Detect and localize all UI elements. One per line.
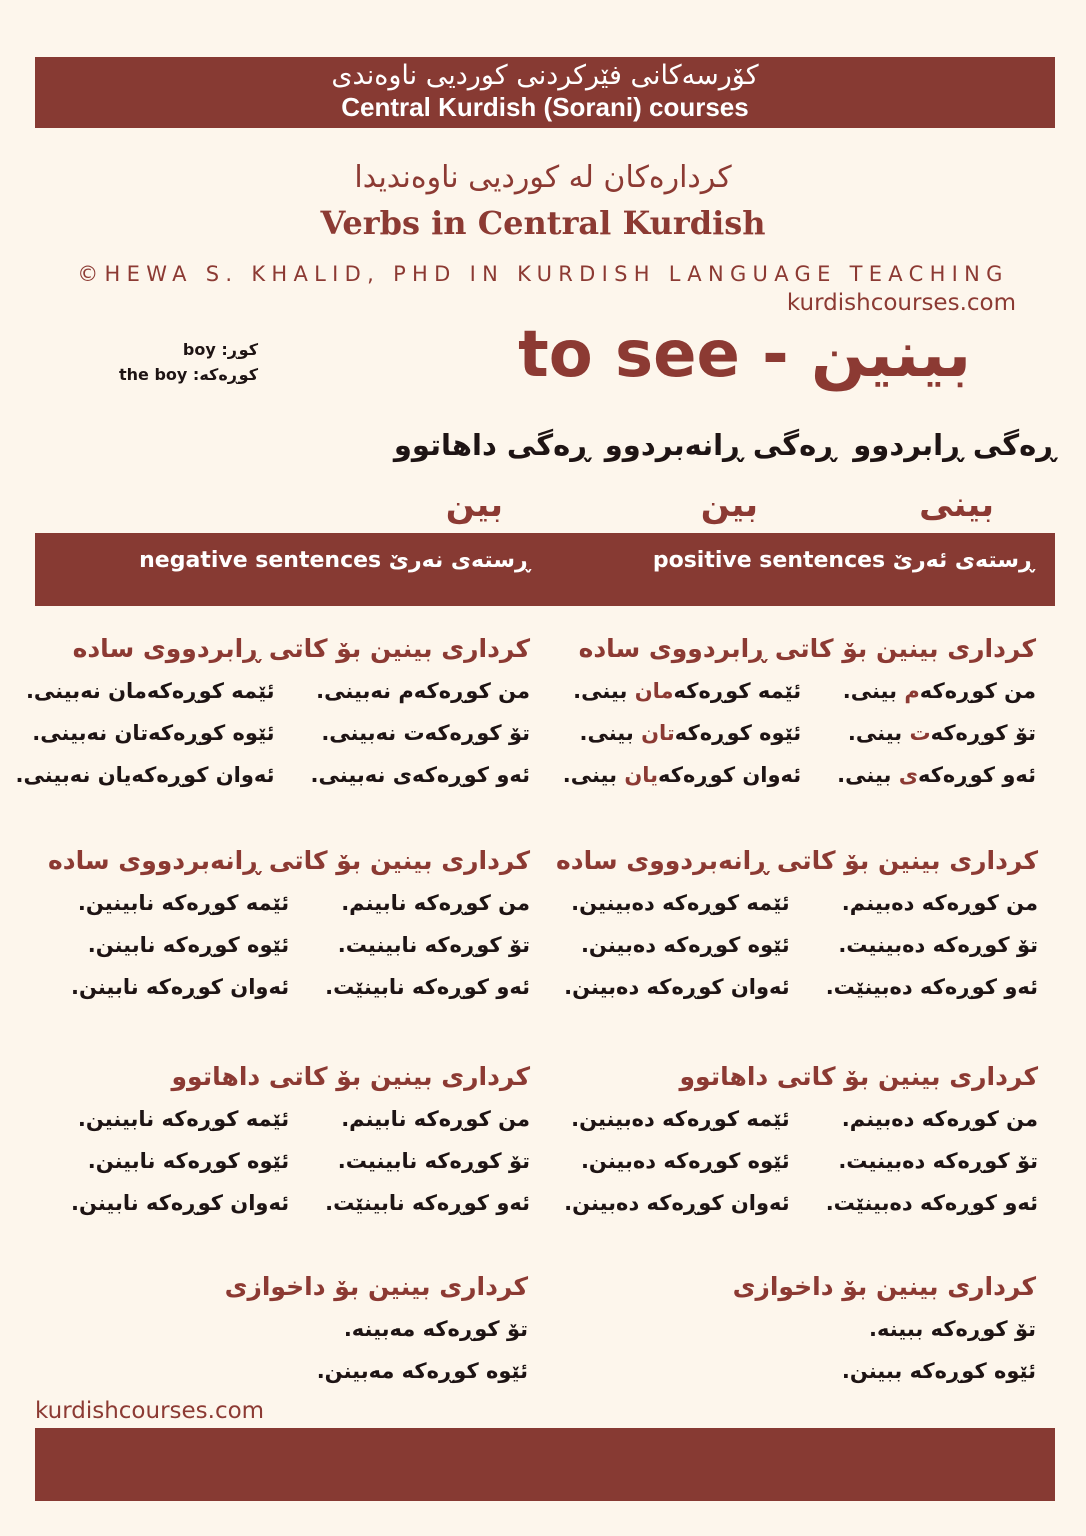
conjugation-line: ئەو کوڕەکەی نەبینی. [310, 763, 530, 787]
header-kurdish: کۆرسەکانی فێرکردنی کوردیی ناوەندی [331, 60, 759, 91]
column-header-negative: ڕستەی نەرێ negative sentences [139, 548, 530, 573]
conjugation-line: ئێوە کوڕەکە دەبینن. [580, 933, 790, 957]
conjugation-line: ئەو کوڕەکە نابینێت. [325, 1191, 530, 1215]
conjugation-line: ئەوان کوڕەکەیان بینی. [562, 763, 802, 787]
negative-imperative-section [225, 1272, 528, 1385]
conjugation-line: تۆ کوڕەکەت نەبینی. [321, 721, 530, 745]
conjugation-line: تۆ کوڕەکەت بینی. [847, 721, 1036, 745]
website-link-bottom[interactable]: kurdishcourses.com [35, 1398, 265, 1424]
conjugation-line: من کوڕەکە نابینم. [341, 1107, 530, 1131]
conjugation-line: ئەوان کوڕەکە نابینن. [70, 1191, 290, 1215]
copyright-line: ©HEWA S. KHALID, PHD IN KURDISH LANGUAGE TEACHING [77, 262, 1009, 286]
positive-present-section [556, 846, 1038, 1001]
negative-present-section [48, 846, 530, 1001]
positive-past-section [563, 634, 1036, 789]
conjugation-line: ئەو کوڕەکەی بینی. [837, 763, 1036, 787]
conjugation-line: من کوڕەکە دەبینم. [841, 891, 1038, 915]
conjugation-line: ئەو کوڕەکە نابینێت. [325, 975, 530, 999]
conjugation-line: ئێمە کوڕەکە نابینین. [77, 1107, 290, 1131]
conjugation-line: ئەوان کوڕەکەیان نەبینی. [15, 763, 275, 787]
stem-past: بینی [919, 485, 994, 525]
section-title: کرداری بینین بۆ کاتی ڕانەبردووی سادە [48, 846, 530, 875]
negative-future-section [71, 1062, 530, 1217]
conjugation-line: ئێمە کوڕەکە دەبینین. [571, 891, 790, 915]
section-title: کرداری بینین بۆ کاتی ڕابردووی سادە [72, 634, 530, 663]
stem-label-present: ڕەگی ڕانەبردوو [604, 428, 836, 462]
stem-present: بین [700, 485, 758, 525]
conjugation-line: تۆ کوڕەکە ببینە. [868, 1317, 1036, 1341]
stem-future: بین [445, 485, 503, 525]
section-title: کرداری بینین بۆ کاتی داهاتوو [171, 1062, 530, 1091]
conjugation-line: ئێوە کوڕەکە دەبینن. [580, 1149, 790, 1173]
section-title: کرداری بینین بۆ داخوازی [732, 1272, 1036, 1301]
conjugation-line: تۆ کوڕەکە نابینیت. [337, 1149, 530, 1173]
positive-imperative-section [733, 1272, 1036, 1385]
header-english: Central Kurdish (Sorani) courses [341, 92, 749, 122]
conjugation-line: ئێوە کوڕەکە ببینن. [841, 1359, 1036, 1383]
footer-banner [35, 1428, 1055, 1501]
conjugation-line: ئەوان کوڕەکە نابینن. [70, 975, 290, 999]
conjugation-line: تۆ کوڕەکە مەبینە. [343, 1317, 528, 1341]
conjugation-line: ئەو کوڕەکە دەبینێت. [825, 1191, 1038, 1215]
conjugation-line: ئێوە کوڕەکە نابینن. [87, 933, 290, 957]
conjugation-line: ئەوان کوڕەکە دەبینن. [564, 1191, 790, 1215]
conjugation-line: من کوڕەکەم نەبینی. [316, 679, 530, 703]
conjugation-line: ئێمە کوڕەکەمان بینی. [573, 679, 802, 703]
section-title: کرداری بینین بۆ داخوازی [224, 1272, 528, 1301]
page-title-english: Verbs in Central Kurdish [320, 204, 766, 242]
conjugation-line: ئێمە کوڕەکە نابینین. [77, 891, 290, 915]
conjugation-line: ئێمە کوڕەکەمان نەبینی. [25, 679, 275, 703]
conjugation-line: من کوڕەکەم بینی. [842, 679, 1036, 703]
page-title-kurdish: کردارەکان لە کوردیی ناوەندیدا [354, 160, 732, 195]
section-title: کرداری بینین بۆ کاتی ڕابردووی سادە [578, 634, 1036, 663]
conjugation-line: ئێوە کوڕەکەتان بینی. [579, 721, 802, 745]
section-title: کرداری بینین بۆ کاتی داهاتوو [679, 1062, 1038, 1091]
vocab-boy: کوڕ: boy [182, 340, 258, 359]
positive-future-section [564, 1062, 1038, 1217]
conjugation-line: ئێمە کوڕەکە دەبینین. [571, 1107, 790, 1131]
conjugation-line: من کوڕەکە دەبینم. [841, 1107, 1038, 1131]
website-link-top[interactable]: kurdishcourses.com [786, 290, 1016, 316]
conjugation-line: تۆ کوڕەکە دەبینیت. [838, 1149, 1038, 1173]
section-title: کرداری بینین بۆ کاتی ڕانەبردووی سادە [556, 846, 1038, 875]
stem-label-future: ڕەگی داهاتوو [393, 428, 590, 462]
conjugation-line: ئێوە کوڕەکە مەبینن. [316, 1359, 528, 1383]
conjugation-line: ئەوان کوڕەکە دەبینن. [564, 975, 790, 999]
conjugation-line: ئێوە کوڕەکە نابینن. [87, 1149, 290, 1173]
negative-past-section [16, 634, 530, 789]
conjugation-line: من کوڕەکە نابینم. [341, 891, 530, 915]
conjugation-line: ئەو کوڕەکە دەبینێت. [825, 975, 1038, 999]
conjugation-line: تۆ کوڕەکە دەبینیت. [838, 933, 1038, 957]
vocab-the-boy: کوڕەکە: the boy [119, 365, 258, 384]
verb-title: to see - بینین [518, 318, 971, 392]
column-header-positive: ڕستەی ئەرێ positive sentences [652, 548, 1034, 573]
stem-label-past: ڕەگی ڕابردوو [853, 428, 1056, 462]
conjugation-line: تۆ کوڕەکە نابینیت. [337, 933, 530, 957]
conjugation-line: ئێوە کوڕەکەتان نەبینی. [32, 721, 275, 745]
